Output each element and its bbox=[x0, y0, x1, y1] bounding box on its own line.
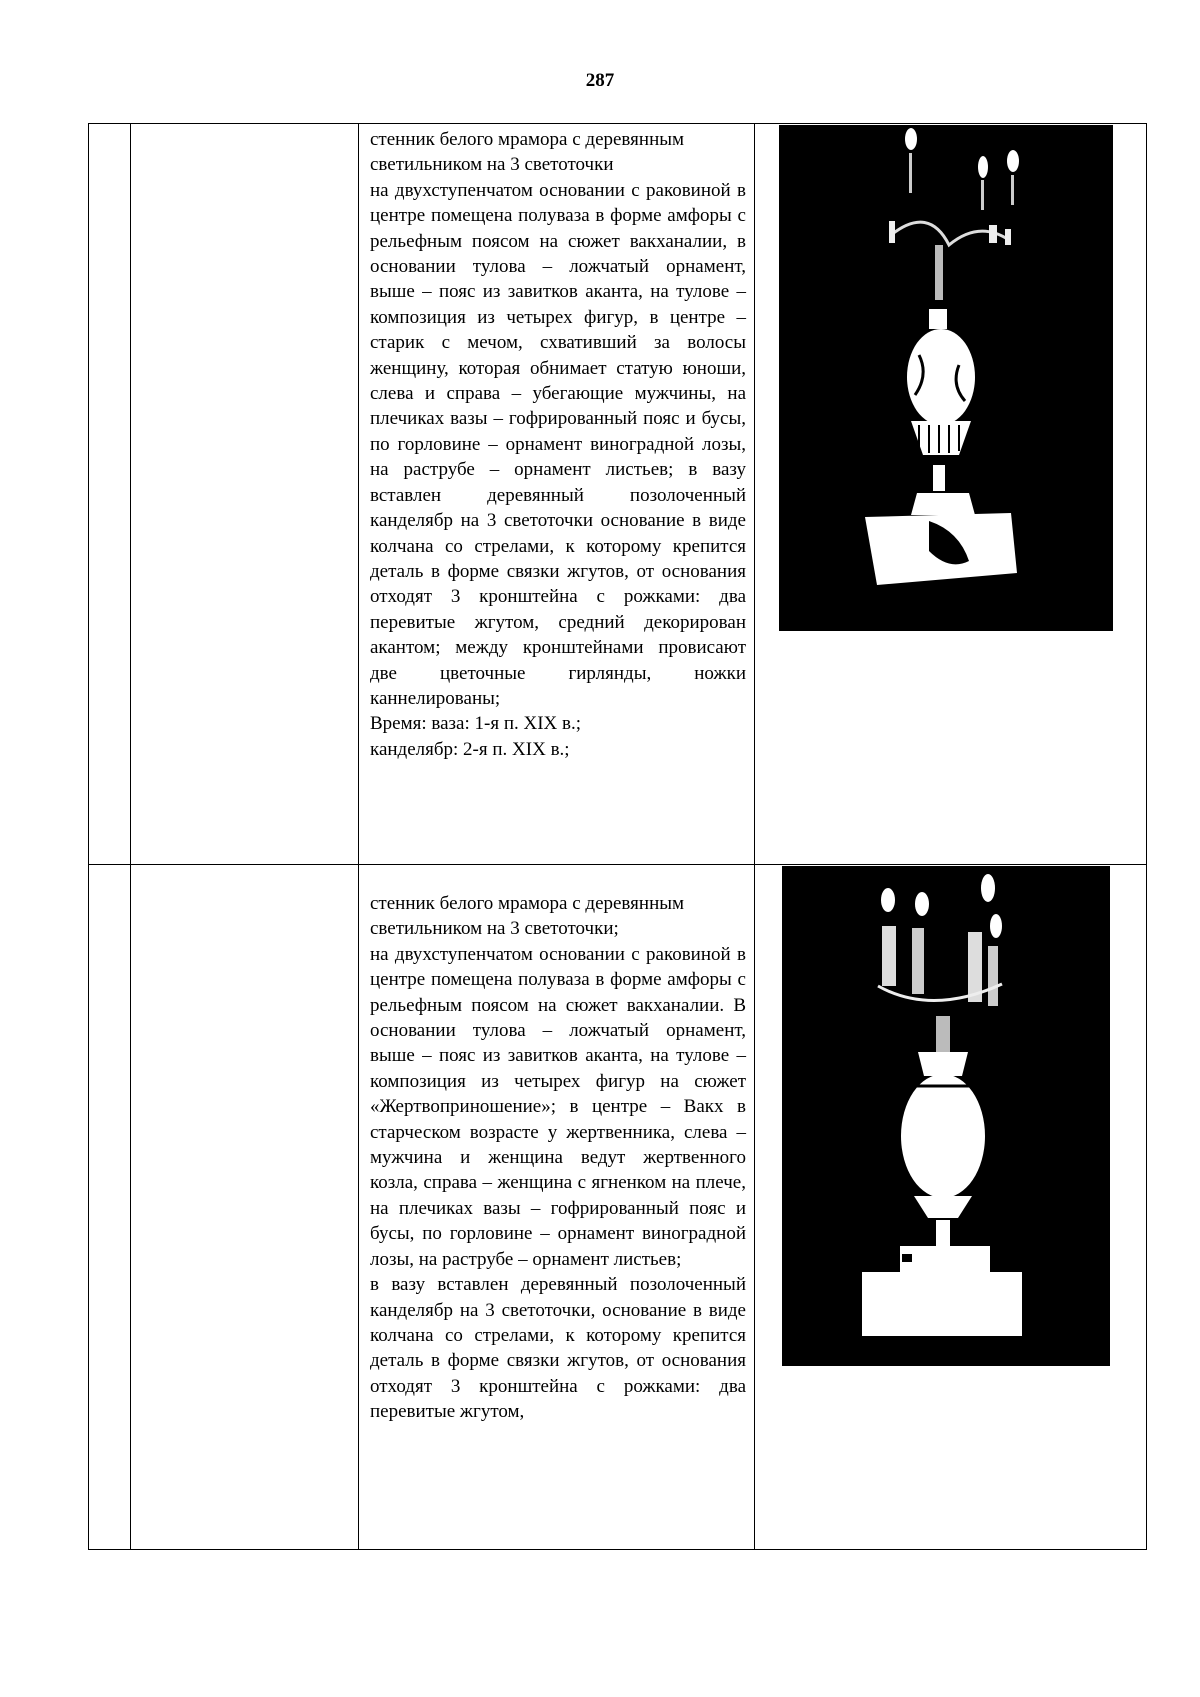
description-paragraph: на двухступенчатом основании с раковиной в центре помещена полуваза в форме амфоры с рельефным поясом на сюжет вакханалии. В основании тулова – ложчатый орнамент, выше – пояс из завитков аканта, на тулове – композиция из четырех фигур на сюжет «Жертвоприношение»; в центре – Вакх в старческом возрасте у жертвенника, слева – мужчина и женщина ведут жертвенного козла, справа – женщина с ягненком на плече, на плечиках вазы – гофрированный пояс и бусы, по горловине – орнамент виноградной лозы, на раструбе – орнамент листьев; bbox=[370, 943, 746, 1270]
table-row bbox=[89, 124, 1147, 865]
name-cell bbox=[131, 124, 359, 865]
candelabra-vase-photo-icon bbox=[782, 866, 1110, 1366]
photo-cell bbox=[755, 124, 1147, 865]
index-cell bbox=[89, 124, 131, 865]
description-paragraph: стенник белого мрамора с деревянным светильником на 3 светоточки; bbox=[370, 893, 685, 940]
photo-cell bbox=[755, 865, 1147, 1550]
candelabra-vase-photo-icon bbox=[779, 125, 1113, 631]
table-row bbox=[89, 865, 1147, 1550]
name-cell bbox=[131, 865, 359, 1550]
candelabra-vase-photo bbox=[782, 866, 1110, 1366]
candelabra-vase-photo bbox=[779, 125, 1113, 631]
catalog-table bbox=[88, 123, 1147, 1550]
description-paragraph: на двухступенчатом основании с раковиной в центре помещена полуваза в форме амфоры с рельефным поясом на сюжет вакханалии, в основании тулова – ложчатый орнамент, выше – пояс из завитков аканта, на тулове – композиция из четырех фигур, в центре – старик с мечом, схвативший за волосы женщину, которая обнимает статую юноши, слева и справа – убегающие мужчины, на плечиках вазы – гофрированный пояс и бусы, по горловине – орнамент виноградной лозы, на раструбе – орнамент листьев; в вазу вставлен деревянный позолоченный канделябр на 3 светоточки основание в виде колчана со стрелами, к которому крепится деталь в форме связки жгутов, от основания отходят 3 кронштейна с рожками: два перевитые жгутом, средний декорирован акантом; между кронштейнами провисают две цветочные гирлянды, ножки каннелированы; bbox=[370, 179, 746, 709]
dating-line: канделябр: 2-я п. XIX в.; bbox=[370, 738, 570, 760]
description-cell bbox=[359, 124, 755, 865]
description-paragraph: стенник белого мрамора с деревянным светильником на 3 светоточки bbox=[370, 129, 685, 176]
description-text bbox=[359, 124, 754, 762]
page-number: 287 bbox=[585, 70, 615, 91]
description-paragraph: в вазу вставлен деревянный позолоченный канделябр на 3 светоточки, основание в виде колчана со стрелами, к которому крепится деталь в форме связки жгутов, от основания отходят 3 кронштейна с рожками: два перевитые жгутом, bbox=[370, 1274, 746, 1423]
dating-line: Время: ваза: 1-я п. XIX в.; bbox=[370, 713, 582, 735]
description-text bbox=[359, 865, 754, 1425]
description-cell bbox=[359, 865, 755, 1550]
index-cell bbox=[89, 865, 131, 1550]
